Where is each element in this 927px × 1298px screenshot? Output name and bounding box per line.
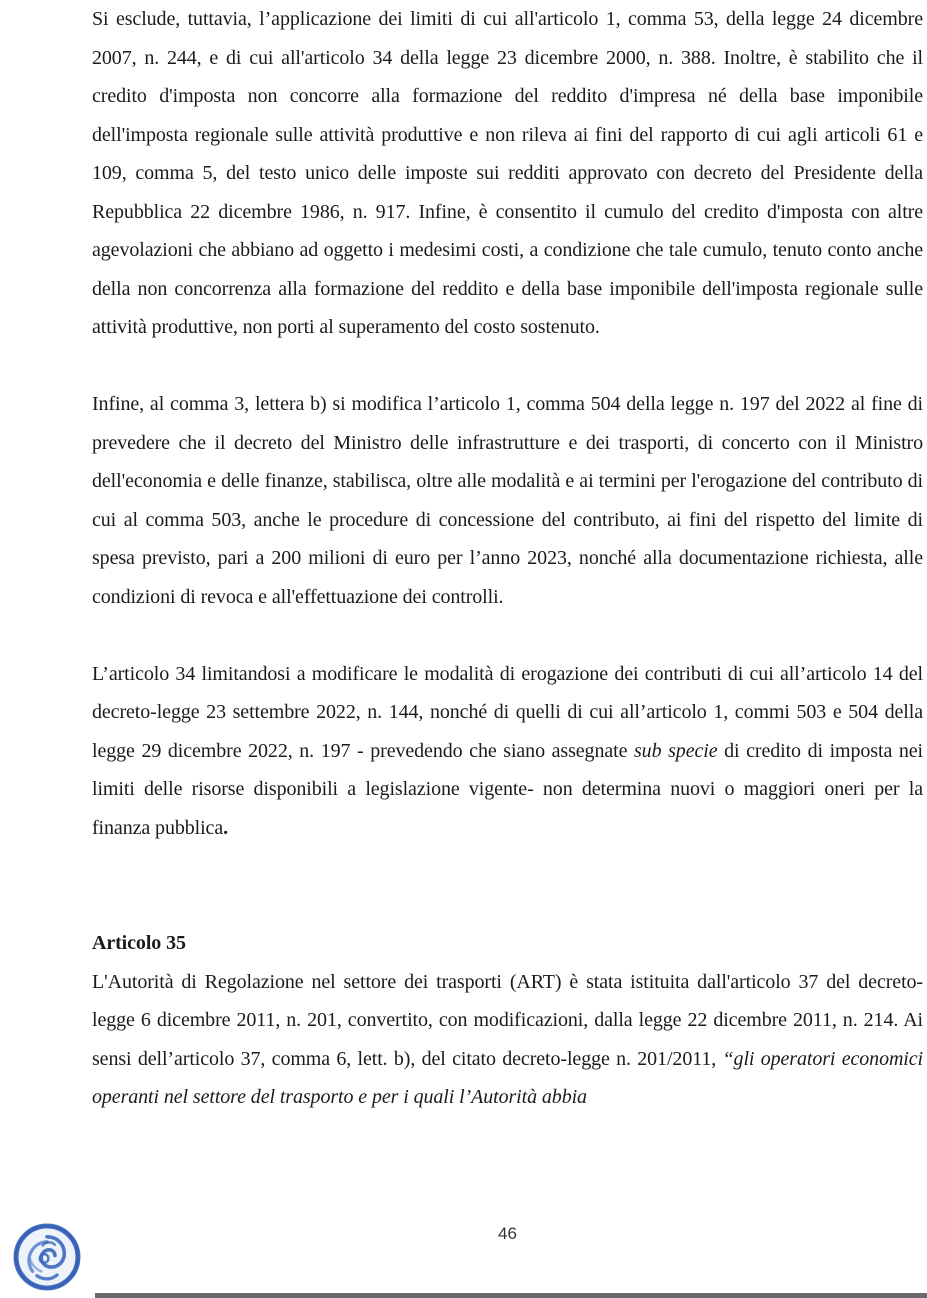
- bottom-edge-bar: [95, 1293, 927, 1298]
- quoted-law-text-italic: “gli operatori economici operanti nel settore del trasporto e per i quali l’Autorità abbia: [92, 1047, 923, 1108]
- paragraph-4-text: L'Autorità di Regolazione nel settore dei trasporti (ART) è stata istituita dall'articolo 37 del decreto-legge 6 dicembre 2011, n. 201, convertito, con modificazioni, dalla legge 22 dicembre 2011, n. 214. Ai sensi dell’articolo 37, comma 6, lett. b), del citato decreto-legge n. 201/2011,: [92, 970, 923, 1070]
- paragraph-4: [92, 963, 923, 1117]
- paragraph-2: Infine, al comma 3, lettera b) si modifica l’articolo 1, comma 504 della legge n. 197 del 2022 al fine di prevedere che il decreto del Ministro delle infrastrutture e dei trasporti, di concerto con il Ministro dell'economia e delle finanze, stabilisca, oltre alle modalità e ai termini per l'erogazione del contributo di cui al comma 503, anche le procedure di concessione del contributo, ai fini del rispetto del limite di spesa previsto, pari a 200 milioni di euro per l’anno 2023, nonché alla documentazione richiesta, alle condizioni di revoca e all'effettuazione dei controlli.: [92, 393, 923, 608]
- paragraph-1: Si esclude, tuttavia, l’applicazione dei limiti di cui all'articolo 1, comma 53, della legge 24 dicembre 2007, n. 244, e di cui all'articolo 34 della legge 23 dicembre 2000, n. 388. Inoltre, è stabilito che il credito d'imposta non concorre alla formazione del reddito d'impresa né della base imponibile dell'imposta regionale sulle attività produttive e non rileva ai fini del rapporto di cui agli articoli 61 e 109, comma 5, del testo unico delle imposte sui redditi approvato con decreto del Presidente della Repubblica 22 dicembre 1986, n. 917. Infine, è consentito il cumulo del credito d'imposta con altre agevolazioni che abbiano ad oggetto i medesimi costi, a condizione che tale cumulo, tenuto conto anche della non concorrenza alla formazione del reddito e della base imponibile dell'imposta regionale sulle attività produttive, non porti al superamento del costo sostenuto.: [92, 8, 923, 338]
- article-35-heading: Articolo 35: [92, 932, 186, 954]
- paragraph-3: [92, 655, 923, 848]
- paragraph-3-text: L’articolo 34 limitandosi a modificare le modalità di erogazione dei contributi di cui all’articolo 14 del decreto-legge 23 settembre 2022, n. 144, nonché di quelli di cui all’articolo 1, commi 503 e 504 della legge 29 dicembre 2022, n. 197 - prevedendo che siano assegnate: [92, 662, 923, 762]
- paragraph-3-text-continued: di credito di imposta nei limiti delle risorse disponibili a legislazione vigente- non determina nuovi o maggiori oneri per la finanza pubblica: [92, 739, 923, 839]
- emblem-stamp-icon: [11, 1221, 83, 1293]
- text-column: [92, 0, 923, 1155]
- latin-phrase-italic: sub specie: [634, 739, 718, 762]
- page-number: 46: [498, 1224, 517, 1243]
- paragraph-3-final-period: .: [223, 816, 229, 839]
